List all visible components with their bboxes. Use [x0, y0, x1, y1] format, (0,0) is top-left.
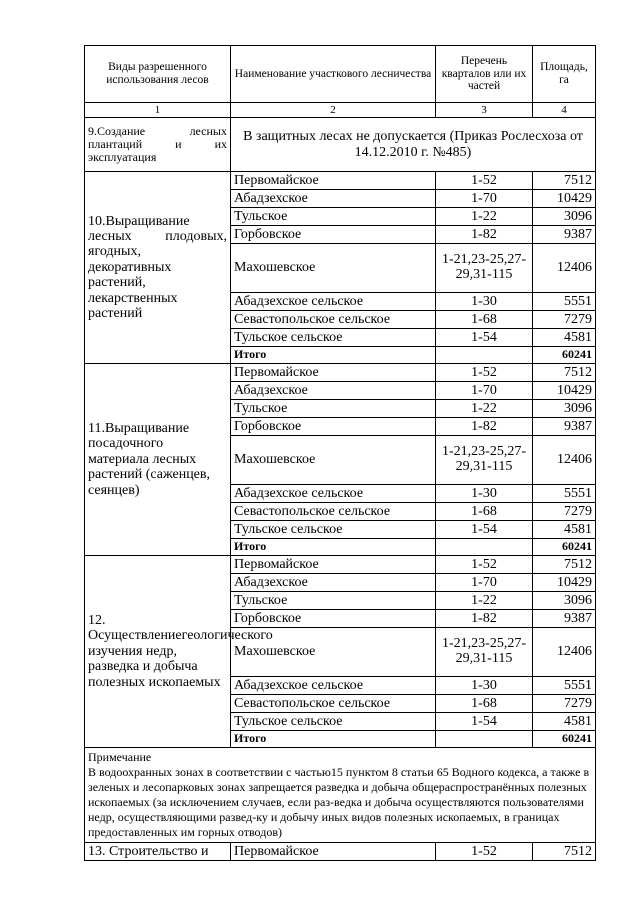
forestry-name: Тульское сельское: [231, 713, 436, 731]
area: 3096: [533, 400, 596, 418]
note-row: [85, 748, 596, 843]
quarters: 1-82: [436, 610, 533, 628]
quarters: 1-68: [436, 503, 533, 521]
area: 7279: [533, 311, 596, 329]
note-text: В водоохранных зонах в соответствии с частью15 пунктом 8 статьи 65 Водного кодекса, а также в зеленых и лесопарковых зонах запрещается разведка и добыча общераспространённых полезных ископаемых (за исключением случаев, если раз-ведка и добыча осуществляются пользователями недр, осуществляющими развед-ку и добычу иных видов полезных ископаемых, в границах предоставленных им горных отводов): [88, 765, 590, 839]
forestry-name: Тульское: [231, 400, 436, 418]
quarters: 1-54: [436, 521, 533, 539]
quarters: 1-21,23-25,27-29,31-115: [436, 244, 533, 293]
area: 7279: [533, 503, 596, 521]
forestry-name: Абадзехское: [231, 190, 436, 208]
total-label: Итого: [231, 731, 436, 748]
use-type-category: 12. Осуществлениегеологического изучения недр, разведка и добыча полезных ископаемых: [85, 556, 231, 748]
forestry-name: Горбовское: [231, 418, 436, 436]
quarters: 1-68: [436, 695, 533, 713]
header-use-types: Виды разрешенного использования лесов: [85, 46, 231, 103]
quarters: 1-52: [436, 364, 533, 382]
forestry-name: Абадзехское: [231, 574, 436, 592]
forestry-name: Севастопольское сельское: [231, 503, 436, 521]
forest-use-table: [84, 45, 596, 861]
quarters: 1-52: [436, 556, 533, 574]
use-type-category: 10.Выращивание лесных плодовых, ягодных, декоративных растений, лекарственных растений: [85, 172, 231, 364]
area: 9387: [533, 418, 596, 436]
row-construction: [85, 843, 596, 861]
area: 7512: [533, 172, 596, 190]
total-label: Итого: [231, 539, 436, 556]
area: 10429: [533, 574, 596, 592]
forestry-name: Горбовское: [231, 610, 436, 628]
table-row: [85, 364, 596, 382]
quarters: 1-30: [436, 485, 533, 503]
area: 9387: [533, 610, 596, 628]
quarters: 1-82: [436, 226, 533, 244]
area: 10429: [533, 382, 596, 400]
forestry-name: Махошевское: [231, 244, 436, 293]
forestry-name: Горбовское: [231, 226, 436, 244]
area: 5551: [533, 677, 596, 695]
forestry-name: Махошевское: [231, 436, 436, 485]
forestry-name: Тульское: [231, 208, 436, 226]
table-row: [85, 556, 596, 574]
quarters: 1-21,23-25,27-29,31-115: [436, 628, 533, 677]
forestry-name: Первомайское: [231, 556, 436, 574]
quarters: 1-70: [436, 190, 533, 208]
quarters: 1-68: [436, 311, 533, 329]
total-area: 60241: [533, 731, 596, 748]
forestry-name: Первомайское: [231, 172, 436, 190]
forestry-name: Абадзехское: [231, 382, 436, 400]
area: 12406: [533, 436, 596, 485]
forestry-name: Тульское сельское: [231, 329, 436, 347]
area: 7512: [533, 556, 596, 574]
quarters: 1-30: [436, 293, 533, 311]
header-quarters: Перечень кварталов или их частей: [436, 46, 533, 103]
total-empty-cell: [436, 347, 533, 364]
forestry-name: Абадзехское сельское: [231, 293, 436, 311]
header-row: [85, 46, 596, 103]
note-cell: [85, 748, 596, 843]
note-title: Примечание: [88, 750, 152, 764]
area: 4581: [533, 713, 596, 731]
area: 3096: [533, 208, 596, 226]
quarters: 1-22: [436, 592, 533, 610]
area: 7512: [533, 843, 596, 861]
forestry-name: Абадзехское сельское: [231, 677, 436, 695]
quarters: 1-52: [436, 172, 533, 190]
plantations-not-allowed-note: В защитных лесах не допускается (Приказ Рослесхоза от 14.12.2010 г. №485): [231, 118, 596, 172]
quarters: 1-54: [436, 329, 533, 347]
column-number: 4: [533, 103, 596, 118]
total-label: Итого: [231, 347, 436, 364]
forestry-name: Тульское: [231, 592, 436, 610]
quarters: 1-52: [436, 843, 533, 861]
total-empty-cell: [436, 731, 533, 748]
area: 3096: [533, 592, 596, 610]
use-type-plantations: 9.Создание лесных плантаций и их эксплуатация: [85, 118, 231, 172]
area: 9387: [533, 226, 596, 244]
area: 5551: [533, 293, 596, 311]
table-row: [85, 172, 596, 190]
total-area: 60241: [533, 539, 596, 556]
row-plantations: [85, 118, 596, 172]
header-area: Площадь, га: [533, 46, 596, 103]
area: 12406: [533, 244, 596, 293]
column-number-row: [85, 103, 596, 118]
quarters: 1-70: [436, 574, 533, 592]
total-empty-cell: [436, 539, 533, 556]
area: 7512: [533, 364, 596, 382]
forestry-name: Абадзехское сельское: [231, 485, 436, 503]
forestry-name: Первомайское: [231, 364, 436, 382]
area: 4581: [533, 329, 596, 347]
area: 4581: [533, 521, 596, 539]
quarters: 1-22: [436, 400, 533, 418]
forestry-name: Тульское сельское: [231, 521, 436, 539]
area: 10429: [533, 190, 596, 208]
quarters: 1-82: [436, 418, 533, 436]
forestry-name: Первомайское: [231, 843, 436, 861]
area: 5551: [533, 485, 596, 503]
forestry-name: Севастопольское сельское: [231, 695, 436, 713]
area: 7279: [533, 695, 596, 713]
quarters: 1-22: [436, 208, 533, 226]
quarters: 1-30: [436, 677, 533, 695]
column-number: 1: [85, 103, 231, 118]
forestry-name: Махошевское: [231, 628, 436, 677]
column-number: 3: [436, 103, 533, 118]
use-type-category: 11.Выращивание посадочного материала лесных растений (саженцев, сеянцев): [85, 364, 231, 556]
column-number: 2: [231, 103, 436, 118]
quarters: 1-70: [436, 382, 533, 400]
total-area: 60241: [533, 347, 596, 364]
quarters: 1-21,23-25,27-29,31-115: [436, 436, 533, 485]
use-type-construction: 13. Строительство и: [85, 843, 231, 861]
forestry-name: Севастопольское сельское: [231, 311, 436, 329]
area: 12406: [533, 628, 596, 677]
quarters: 1-54: [436, 713, 533, 731]
header-forestry-name: Наименование участкового лесничества: [231, 46, 436, 103]
